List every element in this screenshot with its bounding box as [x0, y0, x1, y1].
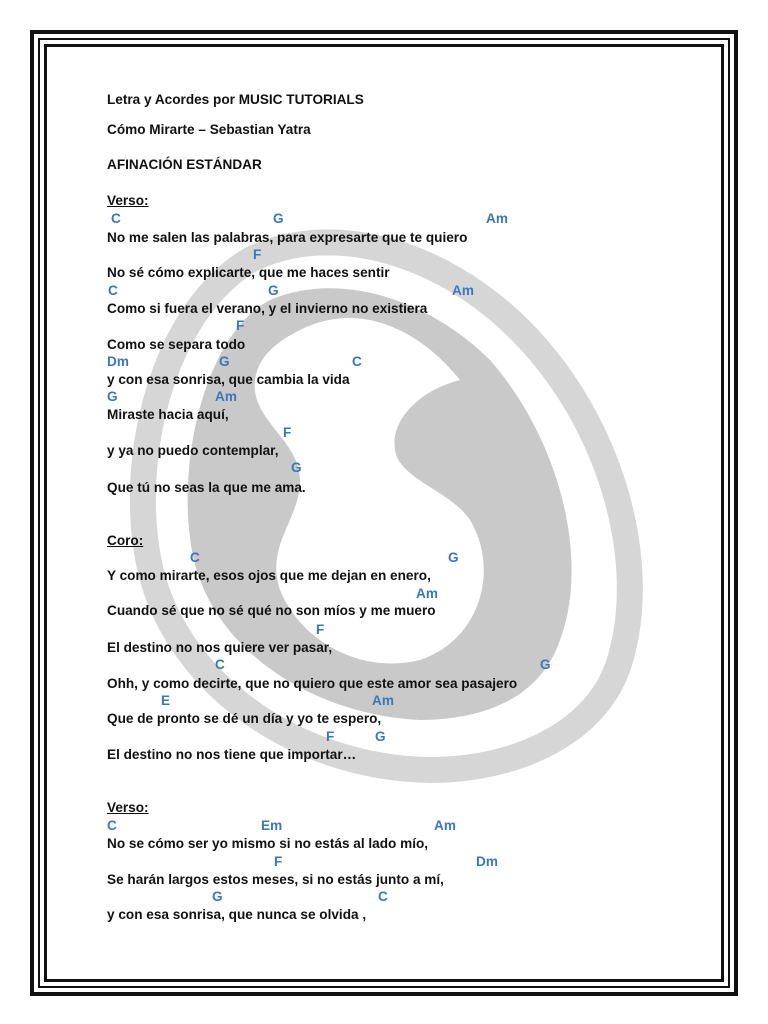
chord: Am [486, 211, 508, 226]
lyric-line: Como se separa todo [107, 337, 246, 352]
chord: C [107, 818, 117, 833]
chord: F [236, 318, 245, 333]
chord: G [219, 354, 230, 369]
chord: Am [452, 283, 474, 298]
lyric-line: No me salen las palabras, para expresarte que te quiero [107, 230, 468, 245]
chord: G [212, 889, 223, 904]
chord: C [215, 657, 225, 672]
chord: C [108, 283, 118, 298]
chord: G [268, 283, 279, 298]
chord: Dm [107, 354, 129, 369]
chorus-heading: Coro: [107, 533, 144, 548]
verse-1-heading: Verso: [107, 193, 149, 208]
lyric-line: Se harán largos estos meses, si no estás junto a mí, [107, 872, 444, 887]
lyric-line: Cuando sé que no sé qué no son míos y me muero [107, 603, 436, 618]
chord: F [283, 425, 292, 440]
chord: Am [372, 693, 394, 708]
chord: Am [416, 586, 438, 601]
lyric-line: No sé cómo explicarte, que me haces sentir [107, 265, 390, 280]
chord: G [448, 550, 459, 565]
chord: G [291, 460, 302, 475]
chord: C [378, 889, 388, 904]
chord: G [273, 211, 284, 226]
lyric-line: Y como mirarte, esos ojos que me dejan en enero, [107, 568, 431, 583]
lyric-line: Como si fuera el verano, y el invierno no existiera [107, 301, 428, 316]
chord: G [107, 389, 118, 404]
lyric-line: Ohh, y como decirte, que no quiero que este amor sea pasajero [107, 676, 518, 691]
chord: Em [261, 818, 283, 833]
chord: G [540, 657, 551, 672]
chord: F [316, 622, 325, 637]
lyric-line: No se cómo ser yo mismo si no estás al lado mío, [107, 836, 429, 851]
chord: F [274, 854, 283, 869]
lyric-line: El destino no nos tiene que importar… [107, 747, 357, 762]
verse-2-heading: Verso: [107, 800, 149, 815]
lyric-line: y ya no puedo contemplar, [107, 443, 279, 458]
tuning-label: AFINACIÓN ESTÁNDAR [107, 157, 262, 172]
lyric-line: y con esa sonrisa, que cambia la vida [107, 372, 350, 387]
chord: C [352, 354, 362, 369]
chord: E [161, 693, 171, 708]
chord: C [111, 211, 121, 226]
chord: Am [215, 389, 237, 404]
lyric-line: Miraste hacia aquí, [107, 407, 229, 422]
lyric-line: Que de pronto se dé un día y yo te espero, [107, 711, 382, 726]
chord: F [326, 729, 335, 744]
lyric-line: Que tú no seas la que me ama. [107, 480, 306, 495]
chord: Am [434, 818, 456, 833]
lyric-line: El destino no nos quiere ver pasar, [107, 640, 333, 655]
song-title: Cómo Mirarte – Sebastian Yatra [107, 122, 311, 137]
chord: F [253, 247, 262, 262]
credit-line: Letra y Acordes por MUSIC TUTORIALS [107, 92, 364, 107]
lyric-line: y con esa sonrisa, que nunca se olvida , [107, 907, 367, 922]
chord: Dm [476, 854, 498, 869]
chord: G [375, 729, 386, 744]
chord: C [190, 550, 200, 565]
